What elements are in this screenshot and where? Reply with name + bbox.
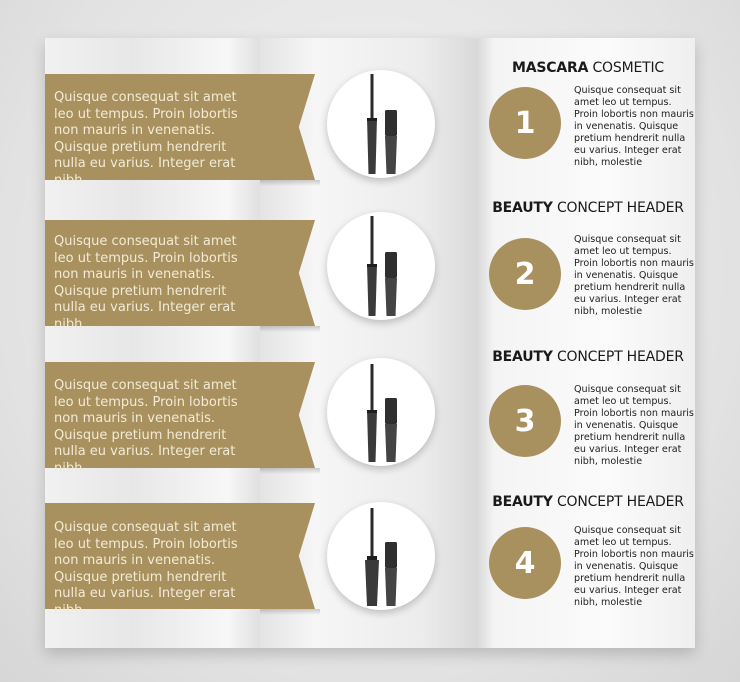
section-description-4: Quisque consequat sit amet leo ut tempus. Proin lobortis non mauris in venenatis. Quisque pretium hendrerit nulla eu varius. Integer erat nibh, molestie xyxy=(574,525,694,608)
mascara-wand-icon xyxy=(327,502,435,610)
section-description-3: Quisque consequat sit amet leo ut tempus. Proin lobortis non mauris in venenatis. Quisque pretium hendrerit nulla eu varius. Integer erat nibh, molestie xyxy=(574,384,694,467)
ribbon-text-3: Quisque consequat sit amet leo ut tempus. Proin lobortis non mauris in venenatis. Quisque pretium hendrerit nulla eu varius. Integer erat nibh. xyxy=(54,378,238,476)
section-description-1: Quisque consequat sit amet leo ut tempus. Proin lobortis non mauris in venenatis. Quisque pretium hendrerit nulla eu varius. Integer erat nibh, molestie xyxy=(574,85,694,168)
product-circle-4 xyxy=(327,502,435,610)
step-number-badge-1: 1 xyxy=(489,87,561,159)
section-description-2: Quisque consequat sit amet leo ut tempus. Proin lobortis non mauris in venenatis. Quisque pretium hendrerit nulla eu varius. Integer erat nibh, molestie xyxy=(574,234,694,317)
ribbon-shadow-1 xyxy=(260,180,320,186)
mascara-wand-icon xyxy=(327,212,435,320)
ribbon-shadow-2 xyxy=(260,326,320,332)
section-title-3: BEAUTY CONCEPT HEADER xyxy=(492,349,684,365)
ribbon-shadow-3 xyxy=(260,468,320,474)
ribbon-text-4: Quisque consequat sit amet leo ut tempus. Proin lobortis non mauris in venenatis. Quisque pretium hendrerit nulla eu varius. Integer erat nibh. xyxy=(54,520,238,618)
product-circle-2 xyxy=(327,212,435,320)
section-title-4: BEAUTY CONCEPT HEADER xyxy=(492,494,684,510)
step-number-badge-2: 2 xyxy=(489,238,561,310)
step-number-badge-3: 3 xyxy=(489,385,561,457)
section-title-2: BEAUTY CONCEPT HEADER xyxy=(492,200,684,216)
product-circle-1 xyxy=(327,70,435,178)
product-circle-3 xyxy=(327,358,435,466)
mascara-wand-icon xyxy=(327,358,435,466)
ribbon-shadow-4 xyxy=(260,609,320,615)
ribbon-text-2: Quisque consequat sit amet leo ut tempus. Proin lobortis non mauris in venenatis. Quisque pretium hendrerit nulla eu varius. Integer erat nibh. xyxy=(54,234,238,332)
ribbon-text-1: Quisque consequat sit amet leo ut tempus. Proin lobortis non mauris in venenatis. Quisque pretium hendrerit nulla eu varius. Integer erat nibh. xyxy=(54,90,238,188)
section-title-1: MASCARA COSMETIC xyxy=(512,60,664,76)
step-number-badge-4: 4 xyxy=(489,527,561,599)
mascara-wand-icon xyxy=(327,70,435,178)
